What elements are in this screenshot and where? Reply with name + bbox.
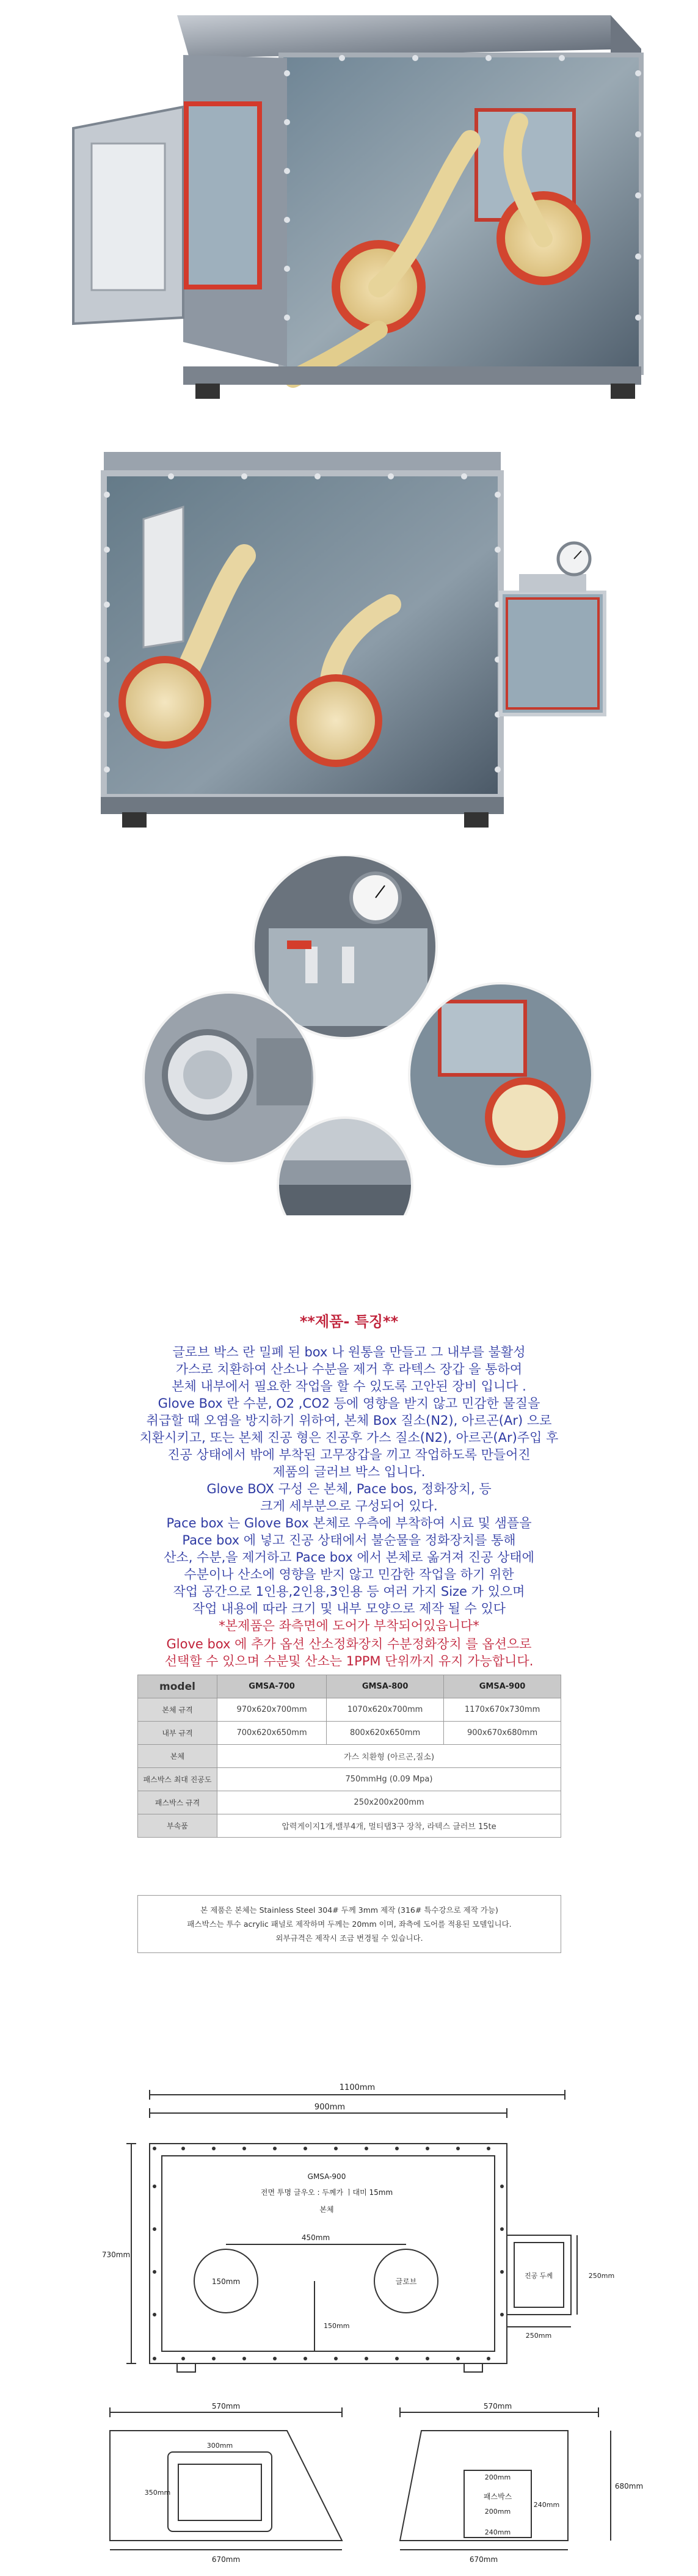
drawing-model: GMSA-900 bbox=[307, 2172, 346, 2181]
features-option: Glove box 에 추가 옵션 산소정화장치 수분정화장치 를 옵션으로 선택할 수 있으며 수분및 산소는 1PPM 단위까지 유지 가능합니다. bbox=[164, 1637, 534, 1668]
product-photo-pass-box bbox=[0, 446, 698, 843]
spec-cell: 1170x670x730mm bbox=[444, 1698, 561, 1722]
spec-row-body-size bbox=[138, 1698, 561, 1722]
spec-label: 부속품 bbox=[138, 1814, 217, 1838]
dim-glove-spacing: 450mm bbox=[301, 2233, 330, 2242]
bottom-right: 670mm bbox=[469, 2555, 498, 2564]
door-width: 300mm bbox=[206, 2442, 233, 2450]
spec-label: 본체 bbox=[138, 1745, 217, 1768]
drawing-window-label: 전면 투명 글우오 : 두께가 ㅣ대미 15mm bbox=[260, 2188, 393, 2197]
features-paragraph-3: Pace box 는 Glove Box 본체로 우측에 부착하여 시료 및 샘플을 Pace box 에 넣고 진공 상태에서 불순물을 정화장치를 통해 산소, 수분,을 제거하고 Pace box 에서 본체로 옮겨져 진공 상태에 수분이나 산소에 영향을 받지 않고 민감한 작업을 하기 위한 작업 공간으로 1인용,2인용,3인용 등 여러 가지 Size 가 있으며 작업 내용에 따라 크기 및 내부 모양으로 제작 될 수 있다 bbox=[164, 1516, 534, 1616]
features-title: **제품- 특징** bbox=[299, 1313, 399, 1330]
spec-row-accessories bbox=[138, 1814, 561, 1838]
glove-left-label: 150mm bbox=[211, 2277, 241, 2286]
pass-box-label: 패스박스 bbox=[483, 2492, 512, 2501]
features-paragraph-2: Glove BOX 구성 은 본체, Pace bos, 정화장치, 등 크게 세부분으로 구성되어 있다. bbox=[206, 1482, 492, 1513]
pass-label: 진공 두께 bbox=[524, 2272, 553, 2280]
spec-row-pass-size bbox=[138, 1791, 561, 1814]
side-top-left: 570mm bbox=[211, 2402, 241, 2410]
dim-glove-height: 150mm bbox=[324, 2322, 350, 2330]
side-top-right: 570mm bbox=[483, 2402, 512, 2410]
product-photo-left-door bbox=[0, 0, 698, 421]
pass-box-inner: 200mm bbox=[484, 2508, 511, 2516]
spec-cell: 1070x620x700mm bbox=[327, 1698, 444, 1722]
drawing-body-label: 본체 bbox=[319, 2205, 334, 2214]
features-door-note: *본제품은 좌측면에 도어가 부착되어있읍니다* bbox=[219, 1618, 479, 1633]
spec-cell: 750mmHg (0.09 Mpa) bbox=[217, 1768, 561, 1791]
product-features bbox=[85, 1313, 613, 1670]
spec-header-model: model bbox=[138, 1675, 217, 1698]
features-paragraph-1: 글로브 박스 란 밀폐 된 box 나 원통을 만들고 그 내부를 불활성 가스로 치환하여 산소나 수분을 제거 후 라텍스 장갑 을 통하여 본체 내부에서 필요한 작업을 할 수 있도록 고안된 장비 입니다 . Glove Box 란 수분, O2 ,CO2 등에 영향을 받지 않고 민감한 물질을 취급할 때 오염을 방지하기 위하여, 본체 Box 질소(N2), 아르곤(Ar) 으로 치환시키고, 또는 본체 진공 형은 진공후 가스 질소(N2), 아르곤(Ar)주입 후 진공 상태에서 밖에 부착된 고무장갑을 끼고 작업하도록 만들어진 제품의 글러브 박스 입니다. bbox=[139, 1345, 559, 1479]
spec-cell: 800x620x650mm bbox=[327, 1722, 444, 1745]
dim-height: 730mm bbox=[101, 2250, 131, 2259]
spec-cell: 970x620x700mm bbox=[217, 1698, 327, 1722]
side-view-right bbox=[400, 2431, 568, 2541]
technical-drawing bbox=[0, 2052, 698, 2576]
pass-dim-v: 250mm bbox=[588, 2272, 615, 2280]
glove-right-label: 글로브 bbox=[395, 2277, 417, 2286]
spec-label: 패스박스 규격 bbox=[138, 1791, 217, 1814]
spec-header-900: GMSA-900 bbox=[444, 1675, 561, 1698]
spec-header-row bbox=[138, 1675, 561, 1698]
spec-label: 본체 규격 bbox=[138, 1698, 217, 1722]
spec-row-body-type bbox=[138, 1745, 561, 1768]
detail-photo-collage bbox=[0, 855, 698, 1215]
spec-cell: 700x620x650mm bbox=[217, 1722, 327, 1745]
spec-header-700: GMSA-700 bbox=[217, 1675, 327, 1698]
spec-cell: 압력게이지1개,밸부4개, 멀티탭3구 장착, 라텍스 글러브 15te bbox=[217, 1814, 561, 1838]
spec-note: 본 제품은 본체는 Stainless Steel 304# 두께 3mm 제작 (316# 특수강으로 제작 가능) 패스박스는 투수 acrylic 패널로 제작하며 두께는 20mm 이며, 좌측에 도어를 적용된 모델입니다. 외부규격은 제작시 조금 변경될 수 있습니다. bbox=[137, 1895, 561, 1953]
spec-label: 내부 규격 bbox=[138, 1722, 217, 1745]
spec-table bbox=[137, 1675, 561, 1838]
dim-total-width: 1100mm bbox=[339, 2083, 376, 2092]
spec-cell: 가스 치환형 (아르곤,질소) bbox=[217, 1745, 561, 1768]
pass-box-width: 200mm bbox=[484, 2473, 511, 2481]
spec-cell: 250x200x200mm bbox=[217, 1791, 561, 1814]
pass-box-side: 240mm bbox=[533, 2501, 560, 2509]
spec-header-800: GMSA-800 bbox=[327, 1675, 444, 1698]
door-height: 350mm bbox=[144, 2489, 171, 2497]
pass-dim-h: 250mm bbox=[525, 2332, 552, 2340]
side-height: 680mm bbox=[614, 2482, 644, 2490]
bottom-left: 670mm bbox=[211, 2555, 241, 2564]
spec-row-vacuum bbox=[138, 1768, 561, 1791]
spec-row-inner-size bbox=[138, 1722, 561, 1745]
dim-body-width: 900mm bbox=[314, 2103, 346, 2112]
spec-label: 패스박스 최대 진공도 bbox=[138, 1768, 217, 1791]
spec-cell: 900x670x680mm bbox=[444, 1722, 561, 1745]
pass-box-bottom: 240mm bbox=[484, 2528, 511, 2536]
